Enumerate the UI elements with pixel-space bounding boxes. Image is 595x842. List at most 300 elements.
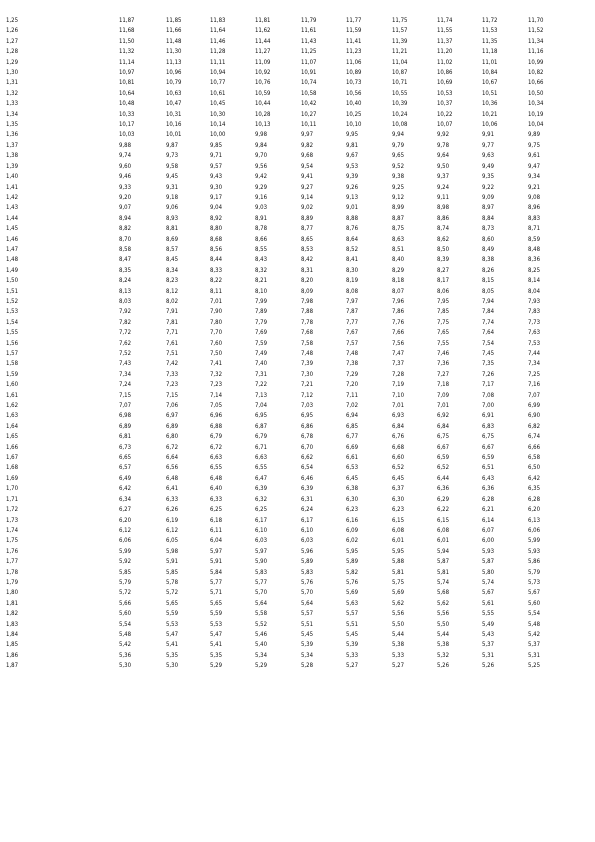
table-row [0, 528, 595, 538]
value-cell: 9,01 [346, 204, 359, 212]
value-cell: 8,65 [301, 235, 314, 243]
value-cell: 5,51 [346, 620, 359, 628]
value-cell: 7,99 [255, 297, 268, 305]
value-cell: 10,91 [301, 69, 317, 77]
value-cell: 6,28 [482, 495, 495, 503]
table-row [0, 382, 595, 392]
value-cell: 5,47 [166, 630, 179, 638]
value-cell: 8,92 [210, 214, 223, 222]
value-cell: 8,24 [119, 277, 132, 285]
value-cell: 6,59 [482, 454, 495, 462]
value-cell: 8,64 [346, 235, 359, 243]
value-cell: 10,55 [392, 89, 408, 97]
value-cell: 8,84 [482, 214, 495, 222]
value-cell: 5,95 [346, 547, 359, 555]
value-cell: 10,24 [392, 110, 408, 118]
value-cell: 7,95 [437, 297, 450, 305]
value-cell: 7,54 [482, 339, 495, 347]
row-key-cell: 1,33 [6, 100, 19, 108]
value-cell: 7,36 [437, 360, 450, 368]
value-cell: 5,26 [437, 662, 450, 670]
value-cell: 6,81 [119, 433, 132, 441]
value-cell: 7,11 [346, 391, 359, 399]
value-cell: 9,95 [346, 131, 359, 139]
value-cell: 7,05 [210, 402, 223, 410]
value-cell: 7,26 [482, 370, 495, 378]
value-cell: 8,10 [255, 287, 268, 295]
row-key-cell: 1,27 [6, 37, 19, 45]
value-cell: 5,57 [301, 610, 314, 618]
value-cell: 10,97 [119, 69, 135, 77]
value-cell: 7,01 [210, 297, 223, 305]
value-cell: 5,88 [392, 558, 405, 566]
value-cell: 6,38 [346, 485, 359, 493]
value-cell: 8,52 [346, 245, 359, 253]
value-cell: 11,87 [119, 17, 135, 24]
value-cell: 9,53 [346, 162, 359, 170]
value-cell: 5,69 [346, 589, 359, 597]
value-cell: 8,33 [210, 266, 223, 274]
value-cell: 7,80 [210, 318, 223, 326]
value-cell: 11,55 [437, 27, 453, 35]
table-row [0, 101, 595, 111]
value-cell: 9,29 [255, 183, 268, 191]
value-cell: 7,52 [119, 350, 132, 357]
value-cell: 9,06 [166, 204, 179, 212]
value-cell: 8,02 [166, 297, 179, 305]
table-row [0, 341, 595, 351]
value-cell: 7,59 [255, 339, 268, 347]
value-cell: 8,36 [528, 256, 541, 264]
value-cell: 11,57 [392, 27, 408, 35]
value-cell: 6,47 [255, 474, 268, 482]
value-cell: 5,48 [119, 630, 132, 638]
value-cell: 7,27 [437, 370, 450, 378]
value-cell: 6,35 [528, 485, 541, 493]
value-cell: 6,95 [301, 412, 314, 420]
value-cell: 6,83 [482, 422, 495, 430]
value-cell: 8,87 [392, 214, 405, 222]
row-key-cell: 1,72 [6, 506, 19, 514]
value-cell: 5,26 [482, 662, 495, 670]
value-cell: 10,03 [119, 131, 135, 139]
row-key-cell: 1,77 [6, 558, 19, 566]
row-key-cell: 1,60 [6, 381, 19, 389]
value-cell: 10,19 [528, 110, 544, 118]
row-key-cell: 1,50 [6, 277, 19, 285]
value-cell: 5,67 [528, 589, 541, 597]
value-cell: 10,08 [392, 121, 408, 129]
value-cell: 6,12 [166, 526, 179, 534]
value-cell: 11,53 [482, 27, 498, 35]
value-cell: 7,37 [392, 360, 405, 368]
value-cell: 7,44 [528, 350, 541, 357]
table-row [0, 143, 595, 153]
value-cell: 6,25 [210, 506, 223, 514]
value-cell: 10,73 [346, 79, 362, 87]
value-cell: 7,83 [528, 308, 541, 316]
value-cell: 8,09 [301, 287, 314, 295]
value-cell: 6,06 [528, 526, 541, 534]
value-cell: 6,62 [301, 454, 314, 462]
value-cell: 5,84 [210, 568, 223, 576]
value-cell: 8,47 [119, 256, 132, 264]
value-cell: 9,33 [119, 183, 132, 191]
value-cell: 8,27 [437, 266, 450, 274]
value-cell: 7,51 [166, 350, 179, 357]
value-cell: 11,27 [255, 48, 271, 56]
value-cell: 9,87 [166, 141, 179, 149]
value-cell: 6,12 [119, 526, 132, 534]
value-cell: 8,63 [392, 235, 405, 243]
value-cell: 11,28 [210, 48, 226, 56]
value-cell: 11,34 [528, 37, 544, 45]
value-cell: 7,17 [482, 381, 495, 389]
value-cell: 7,08 [482, 391, 495, 399]
value-cell: 7,23 [210, 381, 223, 389]
value-cell: 5,95 [392, 547, 405, 555]
table-row [0, 434, 595, 444]
value-cell: 9,82 [301, 141, 314, 149]
value-cell: 8,42 [301, 256, 314, 264]
value-cell: 7,48 [301, 350, 314, 357]
value-cell: 6,02 [346, 537, 359, 545]
value-cell: 7,04 [255, 402, 268, 410]
value-cell: 8,20 [301, 277, 314, 285]
value-cell: 5,41 [210, 641, 223, 649]
value-cell: 11,66 [166, 27, 182, 35]
value-cell: 6,59 [437, 454, 450, 462]
row-key-cell: 1,53 [6, 308, 19, 316]
table-row [0, 309, 595, 319]
table-row [0, 205, 595, 215]
value-cell: 6,24 [301, 506, 314, 514]
value-cell: 5,59 [166, 610, 179, 618]
value-cell: 7,94 [482, 297, 495, 305]
value-cell: 5,51 [301, 620, 314, 628]
value-cell: 5,87 [437, 558, 450, 566]
value-cell: 6,03 [255, 537, 268, 545]
table-row [0, 393, 595, 403]
value-cell: 7,41 [210, 360, 223, 368]
value-cell: 8,34 [166, 266, 179, 274]
value-cell: 6,97 [166, 412, 179, 420]
table-row [0, 518, 595, 528]
row-key-cell: 1,46 [6, 235, 19, 243]
value-cell: 7,53 [528, 339, 541, 347]
value-cell: 9,54 [301, 162, 314, 170]
value-cell: 6,54 [301, 464, 314, 472]
value-cell: 6,20 [119, 516, 132, 524]
value-cell: 8,62 [437, 235, 450, 243]
value-cell: 10,51 [482, 89, 498, 97]
value-cell: 9,43 [210, 173, 223, 181]
value-cell: 6,45 [392, 474, 405, 482]
value-cell: 9,70 [255, 152, 268, 160]
value-cell: 7,97 [346, 297, 359, 305]
value-cell: 6,08 [392, 526, 405, 534]
value-cell: 8,38 [482, 256, 495, 264]
value-cell: 7,66 [392, 329, 405, 337]
value-cell: 10,36 [482, 100, 498, 108]
value-cell: 10,00 [210, 131, 226, 139]
value-cell: 8,03 [119, 297, 132, 305]
value-cell: 9,09 [482, 193, 495, 201]
value-cell: 11,07 [301, 58, 317, 66]
value-cell: 7,32 [210, 370, 223, 378]
value-cell: 5,82 [346, 568, 359, 576]
value-cell: 9,57 [210, 162, 223, 170]
value-cell: 5,46 [255, 630, 268, 638]
value-cell: 7,33 [166, 370, 179, 378]
value-cell: 7,46 [437, 350, 450, 357]
value-cell: 5,39 [301, 641, 314, 649]
value-cell: 7,22 [255, 381, 268, 389]
value-cell: 6,31 [301, 495, 314, 503]
value-cell: 6,28 [528, 495, 541, 503]
value-cell: 9,37 [437, 173, 450, 181]
value-cell: 8,04 [528, 287, 541, 295]
value-cell: 9,81 [346, 141, 359, 149]
value-cell: 7,76 [392, 318, 405, 326]
value-cell: 6,16 [346, 516, 359, 524]
value-cell: 6,82 [528, 422, 541, 430]
value-cell: 9,24 [437, 183, 450, 191]
value-cell: 7,43 [119, 360, 132, 368]
value-cell: 6,29 [437, 495, 450, 503]
value-cell: 6,65 [119, 454, 132, 462]
value-cell: 9,56 [255, 162, 268, 170]
value-cell: 5,39 [346, 641, 359, 649]
value-cell: 6,51 [482, 464, 495, 472]
table-row [0, 132, 595, 142]
value-cell: 10,66 [528, 79, 544, 87]
value-cell: 9,11 [437, 193, 450, 201]
value-cell: 5,67 [482, 589, 495, 597]
value-cell: 5,43 [482, 630, 495, 638]
value-cell: 8,17 [437, 277, 450, 285]
value-cell: 10,48 [119, 100, 135, 108]
row-key-cell: 1,68 [6, 464, 19, 472]
value-cell: 6,67 [482, 443, 495, 451]
row-key-cell: 1,86 [6, 651, 19, 659]
value-cell: 9,39 [346, 173, 359, 181]
value-cell: 7,71 [166, 329, 179, 337]
table-row [0, 570, 595, 580]
table-row [0, 632, 595, 642]
value-cell: 8,88 [346, 214, 359, 222]
value-cell: 8,57 [166, 245, 179, 253]
value-cell: 11,72 [482, 17, 498, 24]
value-cell: 6,09 [346, 526, 359, 534]
value-cell: 10,01 [166, 131, 182, 139]
value-cell: 5,74 [482, 578, 495, 586]
value-cell: 6,30 [392, 495, 405, 503]
value-cell: 5,50 [392, 620, 405, 628]
table-row [0, 622, 595, 632]
value-cell: 10,86 [437, 69, 453, 77]
value-cell: 6,75 [482, 433, 495, 441]
value-cell: 6,53 [346, 464, 359, 472]
row-key-cell: 1,35 [6, 121, 19, 129]
value-cell: 8,51 [392, 245, 405, 253]
value-cell: 5,37 [482, 641, 495, 649]
value-cell: 8,11 [210, 287, 223, 295]
row-key-cell: 1,66 [6, 443, 19, 451]
value-cell: 7,07 [528, 391, 541, 399]
value-cell: 11,50 [119, 37, 135, 45]
value-cell: 7,30 [301, 370, 314, 378]
value-cell: 7,35 [482, 360, 495, 368]
value-cell: 7,18 [437, 381, 450, 389]
value-cell: 6,05 [166, 537, 179, 545]
value-cell: 6,55 [255, 464, 268, 472]
value-cell: 7,79 [255, 318, 268, 326]
value-cell: 10,27 [301, 110, 317, 118]
value-cell: 6,70 [301, 443, 314, 451]
value-cell: 7,21 [301, 381, 314, 389]
value-cell: 5,65 [210, 599, 223, 607]
value-cell: 8,23 [166, 277, 179, 285]
value-cell: 10,71 [392, 79, 408, 87]
value-cell: 6,86 [301, 422, 314, 430]
row-key-cell: 1,64 [6, 422, 19, 430]
value-cell: 5,98 [166, 547, 179, 555]
table-row [0, 330, 595, 340]
value-cell: 9,85 [210, 141, 223, 149]
value-cell: 5,89 [346, 558, 359, 566]
value-cell: 5,99 [528, 537, 541, 545]
table-row [0, 278, 595, 288]
value-cell: 5,27 [392, 662, 405, 670]
table-row [0, 289, 595, 299]
value-cell: 5,93 [482, 547, 495, 555]
table-row [0, 226, 595, 236]
value-cell: 9,47 [528, 162, 541, 170]
value-cell: 10,16 [166, 121, 182, 129]
value-cell: 7,90 [210, 308, 223, 316]
value-cell: 5,72 [166, 589, 179, 597]
value-cell: 10,82 [528, 69, 544, 77]
value-cell: 6,19 [166, 516, 179, 524]
value-cell: 7,24 [119, 381, 132, 389]
value-cell: 9,92 [437, 131, 450, 139]
value-cell: 5,38 [392, 641, 405, 649]
value-cell: 6,61 [346, 454, 359, 462]
value-cell: 11,18 [482, 48, 498, 56]
value-cell: 11,23 [346, 48, 362, 56]
value-cell: 5,89 [301, 558, 314, 566]
value-cell: 11,61 [301, 27, 317, 35]
value-cell: 8,60 [482, 235, 495, 243]
value-cell: 7,15 [166, 391, 179, 399]
value-cell: 11,74 [437, 17, 453, 24]
value-cell: 7,74 [482, 318, 495, 326]
value-cell: 9,18 [166, 193, 179, 201]
value-cell: 11,35 [482, 37, 498, 45]
table-row [0, 653, 595, 663]
row-key-cell: 1,74 [6, 526, 19, 534]
value-cell: 10,31 [166, 110, 182, 118]
value-cell: 5,30 [166, 662, 179, 670]
value-cell: 10,11 [301, 121, 317, 129]
row-key-cell: 1,41 [6, 183, 19, 191]
value-cell: 6,93 [392, 412, 405, 420]
value-cell: 11,62 [255, 27, 271, 35]
value-cell: 9,89 [528, 131, 541, 139]
value-cell: 9,77 [482, 141, 495, 149]
table-row [0, 538, 595, 548]
value-cell: 10,47 [166, 100, 182, 108]
value-cell: 9,98 [255, 131, 268, 139]
row-key-cell: 1,57 [6, 350, 19, 357]
value-cell: 6,25 [255, 506, 268, 514]
row-key-cell: 1,25 [6, 17, 19, 24]
value-cell: 8,15 [482, 277, 495, 285]
value-cell: 5,42 [528, 630, 541, 638]
value-cell: 5,45 [301, 630, 314, 638]
row-key-cell: 1,51 [6, 287, 19, 295]
value-cell: 5,72 [119, 589, 132, 597]
value-cell: 6,91 [482, 412, 495, 420]
value-cell: 7,72 [119, 329, 132, 337]
value-cell: 8,96 [528, 204, 541, 212]
value-cell: 7,42 [166, 360, 179, 368]
value-cell: 6,58 [528, 454, 541, 462]
value-cell: 8,77 [301, 225, 314, 233]
value-cell: 5,31 [528, 651, 541, 659]
value-cell: 8,82 [119, 225, 132, 233]
row-key-cell: 1,55 [6, 329, 19, 337]
value-cell: 8,73 [482, 225, 495, 233]
value-cell: 6,63 [255, 454, 268, 462]
value-cell: 5,52 [255, 620, 268, 628]
value-cell: 7,39 [301, 360, 314, 368]
value-cell: 7,13 [255, 391, 268, 399]
value-cell: 9,16 [255, 193, 268, 201]
table-row [0, 455, 595, 465]
value-cell: 7,16 [528, 381, 541, 389]
value-cell: 9,12 [392, 193, 405, 201]
value-cell: 6,68 [392, 443, 405, 451]
row-key-cell: 1,45 [6, 225, 19, 233]
value-cell: 10,40 [346, 100, 362, 108]
value-cell: 7,78 [301, 318, 314, 326]
value-cell: 10,10 [346, 121, 362, 129]
value-cell: 5,33 [392, 651, 405, 659]
value-cell: 5,37 [528, 641, 541, 649]
value-cell: 6,75 [437, 433, 450, 441]
value-cell: 5,27 [346, 662, 359, 670]
value-cell: 11,59 [346, 27, 362, 35]
row-key-cell: 1,79 [6, 578, 19, 586]
value-cell: 6,84 [437, 422, 450, 430]
value-cell: 8,98 [437, 204, 450, 212]
value-cell: 5,76 [346, 578, 359, 586]
value-cell: 11,64 [210, 27, 226, 35]
value-cell: 5,74 [437, 578, 450, 586]
value-cell: 9,21 [528, 183, 541, 191]
row-key-cell: 1,63 [6, 412, 19, 420]
value-cell: 7,02 [346, 402, 359, 410]
value-cell: 9,04 [210, 204, 223, 212]
value-cell: 7,84 [482, 308, 495, 316]
value-cell: 8,35 [119, 266, 132, 274]
value-cell: 7,65 [437, 329, 450, 337]
value-cell: 7,68 [301, 329, 314, 337]
value-cell: 10,44 [255, 100, 271, 108]
value-cell: 9,79 [392, 141, 405, 149]
